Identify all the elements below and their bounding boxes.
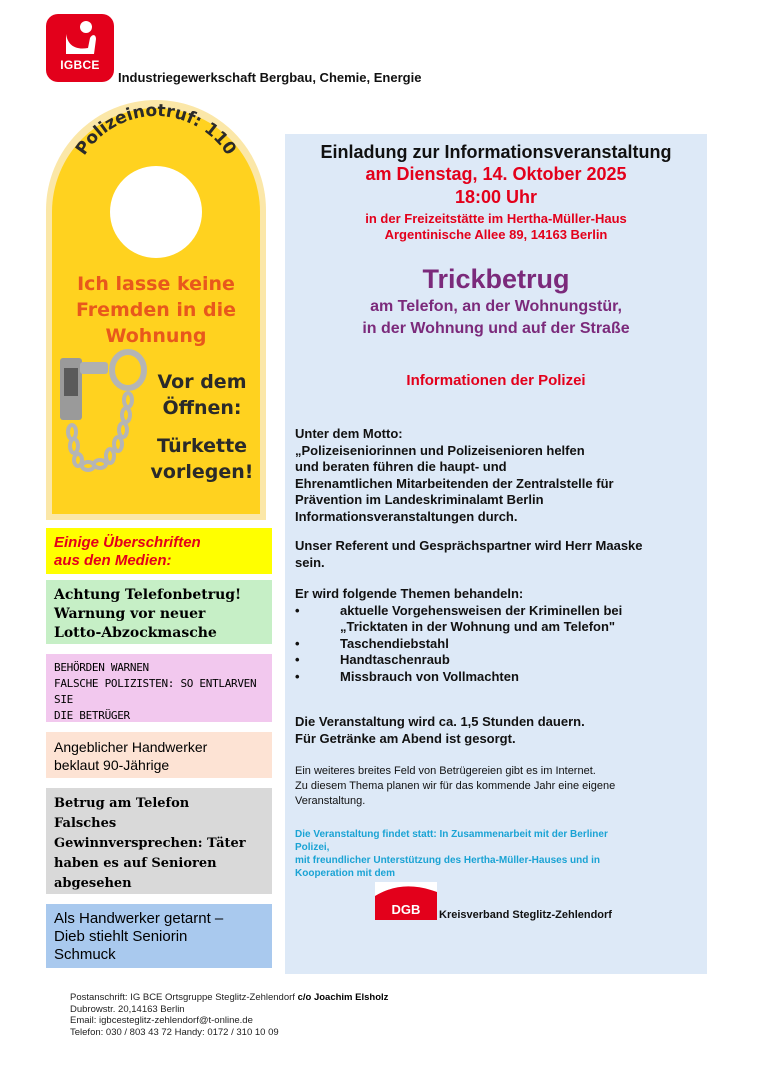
hanger-vor-4: vorlegen!	[150, 461, 254, 483]
referent-paragraph	[295, 538, 700, 571]
headline-line: Als Handwerker getarnt –	[54, 910, 224, 927]
footer-email: Email: igbcesteglitz-zehlendorf@t-online.de	[70, 1015, 253, 1026]
event-date: am Dienstag, 14. Oktober 2025	[365, 164, 627, 184]
referent-line: sein.	[295, 554, 325, 570]
headline-line: Falsches	[54, 816, 117, 831]
topic-text: • aktuelle Vorgehensweisen der Kriminellen bei	[340, 602, 623, 618]
door-hanger-illustration	[46, 100, 266, 520]
topics-section	[295, 586, 700, 685]
organization-name: Industriegewerkschaft Bergbau, Chemie, Energie	[118, 70, 422, 85]
headline-line: FALSCHE POLIZISTEN: SO ENTLARVEN SIE	[54, 677, 257, 706]
hanger-arc-text: Polizeinotruf: 110	[72, 100, 240, 159]
hanger-line-1: Ich lasse keine	[77, 273, 235, 295]
media-headlines-intro	[46, 528, 272, 574]
hanger-line-2: Fremden in die	[75, 299, 237, 321]
motto-paragraph	[295, 426, 700, 525]
intro-line: aus den Medien:	[54, 552, 172, 569]
internet-paragraph	[295, 764, 700, 809]
headline-box-telefonbetrug	[46, 580, 272, 644]
igbce-logo	[46, 14, 114, 82]
dgb-district: Kreisverband Steglitz-Zehlendorf	[439, 909, 612, 921]
motto-line: und beraten führen die haupt- und	[295, 459, 507, 474]
topics-list	[295, 603, 700, 686]
footer-address	[70, 992, 388, 1038]
hanger-hole	[110, 166, 202, 258]
footer-line-2: Dubrowstr. 20,14163 Berlin	[70, 1003, 185, 1015]
footer-line-1	[70, 992, 388, 1004]
dgb-logo-text: DGB	[391, 902, 421, 917]
hanger-vor-1: Vor dem	[157, 371, 247, 393]
hanger-vor-2: Öffnen:	[162, 397, 242, 419]
hanger-vor-3: Türkette	[156, 435, 248, 457]
headline-line: beklaut 90-Jährige	[54, 757, 170, 773]
headline-line: Schmuck	[54, 946, 116, 963]
footer-co: c/o Joachim Elsholz	[297, 992, 389, 1003]
duration-paragraph	[295, 714, 700, 747]
headline-line: Gewinnversprechen: Täter	[54, 836, 246, 851]
headline-box-handwerker	[46, 732, 272, 778]
headline-line: Lotto-Abzockmasche	[54, 625, 217, 641]
coop-line: Polizei,	[295, 842, 330, 853]
intro-line: Einige Überschriften	[54, 534, 201, 551]
police-info-label: Informationen der Polizei	[406, 372, 586, 389]
internet-line: Ein weiteres breites Feld von Betrügereien gibt es im Internet.	[295, 765, 596, 777]
topic-item	[295, 603, 700, 636]
headline-line: haben es auf Senioren	[54, 856, 217, 871]
headline-line: Angeblicher Handwerker	[54, 739, 208, 755]
headline-line: Dieb stiehlt Seniorin	[54, 928, 188, 945]
logo-text: IGBCE	[60, 58, 100, 72]
event-address: Argentinische Allee 89, 14163 Berlin	[384, 227, 608, 242]
internet-line: Zu diesem Thema planen wir für das kommende Jahr eine eigene	[295, 780, 616, 792]
topic-item: • Taschendiebstahl	[295, 636, 700, 653]
topic-item: • Handtaschenraub	[295, 652, 700, 669]
referent-line: Unser Referent und Gesprächspartner wird Herr Maaske	[295, 538, 643, 553]
topics-intro: Er wird folgende Themen behandeln:	[295, 586, 524, 601]
footer-phone: Telefon: 030 / 803 43 72 Handy: 0172 / 310 10 09	[70, 1026, 279, 1038]
motto-line: „Polizeiseniorinnen und Polizeisenioren helfen	[295, 442, 585, 458]
motto-line: Ehrenamtlichen Mitarbeitenden der Zentralstelle für	[295, 475, 614, 491]
duration-line: Die Veranstaltung wird ca. 1,5 Stunden dauern.	[295, 714, 585, 729]
motto-line: Informationsveranstaltungen durch.	[295, 508, 518, 524]
topic-text-continued: „Tricktaten in der Wohnung und am Telefon"	[340, 619, 616, 634]
coop-line: mit freundlicher Unterstützung des Hertha-Müller-Hauses und in	[295, 855, 601, 866]
footer-postal: Postanschrift: IG BCE Ortsgruppe Steglitz-Zehlendorf	[70, 992, 298, 1003]
headline-line: Achtung Telefonbetrug!	[54, 587, 242, 603]
headline-line: abgesehen	[54, 876, 132, 891]
headline-line: Warnung vor neuer	[54, 606, 206, 622]
event-time: 18:00 Uhr	[454, 187, 538, 207]
event-headline: Trickbetrug	[422, 264, 570, 294]
motto-line: Unter dem Motto:	[295, 426, 403, 441]
headline-line: DIE BETRÜGER	[54, 709, 130, 722]
topic-item: • Missbrauch von Vollmachten	[295, 669, 700, 686]
internet-line: Veranstaltung.	[295, 795, 366, 807]
dgb-logo	[375, 882, 437, 920]
event-place: in der Freizeitstätte im Hertha-Müller-Haus	[365, 211, 627, 226]
headline-line: Betrug am Telefon	[54, 796, 190, 811]
headline-line: BEHÖRDEN WARNEN	[54, 661, 149, 674]
cooperation-paragraph	[295, 828, 700, 880]
event-title: Einladung zur Informationsveranstaltung	[320, 142, 672, 162]
event-subtitle-1: am Telefon, an der Wohnungstür,	[370, 298, 622, 315]
event-panel	[285, 134, 707, 974]
hanger-line-3: Wohnung	[105, 325, 207, 347]
coop-line: Kooperation mit dem	[295, 868, 396, 879]
coop-line: Die Veranstaltung findet statt: In Zusammenarbeit mit der Berliner	[295, 829, 608, 840]
headline-box-behoerden	[46, 654, 272, 722]
event-subtitle-2: in der Wohnung und auf der Straße	[362, 320, 630, 337]
duration-line: Für Getränke am Abend ist gesorgt.	[295, 730, 516, 746]
headline-box-gewinnversprechen	[46, 788, 272, 894]
motto-line: Prävention im Landeskriminalamt Berlin	[295, 492, 544, 507]
headline-box-schmuck	[46, 904, 272, 968]
